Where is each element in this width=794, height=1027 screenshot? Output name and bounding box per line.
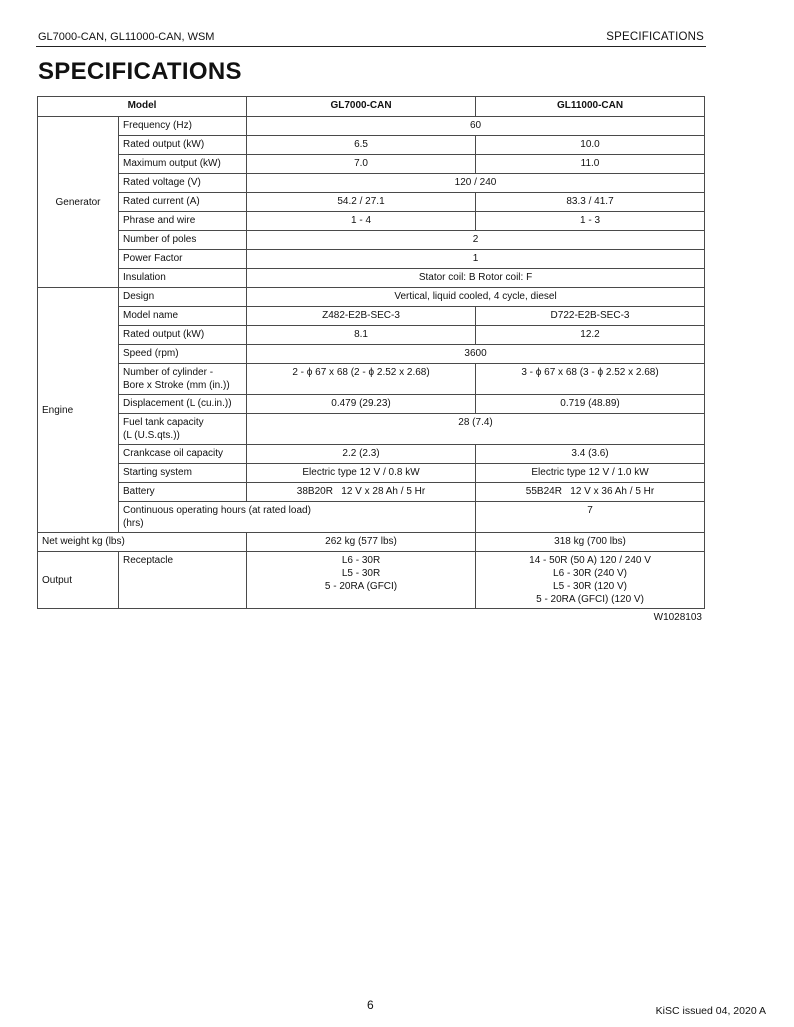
table-row [38, 445, 705, 464]
category-engine: Engine [38, 288, 119, 533]
table-row [38, 414, 705, 445]
spec-label: Power Factor [119, 250, 247, 269]
spec-label-line: Continuous operating hours (at rated load) [123, 505, 311, 516]
issue-info: KiSC issued 04, 2020 A [655, 1005, 766, 1017]
receptacle-line: L6 - 30R (240 V) [553, 568, 627, 579]
table-row [38, 395, 705, 414]
spec-label: Rated output (kW) [119, 326, 247, 345]
spec-value: 7.0 [247, 155, 476, 174]
spec-label: Design [119, 288, 247, 307]
receptacle-line: 14 - 50R (50 A) 120 / 240 V [529, 555, 651, 566]
spec-value: 11.0 [476, 155, 705, 174]
spec-value: 28 (7.4) [247, 414, 705, 445]
spec-value: Electric type 12 V / 0.8 kW [247, 464, 476, 483]
spec-value: 2 - ϕ 67 x 68 (2 - ϕ 2.52 x 2.68) [247, 364, 476, 395]
spec-label-line: Bore x Stroke (mm (in.)) [123, 380, 230, 391]
spec-label: Frequency (Hz) [119, 117, 247, 136]
spec-label: Rated output (kW) [119, 136, 247, 155]
spec-label: Starting system [119, 464, 247, 483]
spec-value: 60 [247, 117, 705, 136]
spec-value: 38B20R 12 V x 28 Ah / 5 Hr [247, 483, 476, 502]
spec-label: Number of poles [119, 231, 247, 250]
spec-value: 0.719 (48.89) [476, 395, 705, 414]
specifications-table [37, 96, 705, 609]
spec-label: Maximum output (kW) [119, 155, 247, 174]
document-id: W1028103 [653, 612, 702, 623]
table-row [38, 345, 705, 364]
header-section-title: SPECIFICATIONS [606, 31, 704, 43]
table-row [38, 552, 705, 609]
spec-value: 1 - 4 [247, 212, 476, 231]
table-row [38, 364, 705, 395]
table-row [38, 212, 705, 231]
spec-value: 120 / 240 [247, 174, 705, 193]
header-gl11000: GL11000-CAN [476, 97, 705, 117]
spec-label-line: (hrs) [123, 518, 144, 529]
spec-value: Electric type 12 V / 1.0 kW [476, 464, 705, 483]
page-number: 6 [367, 998, 374, 1012]
table-row [38, 307, 705, 326]
table-header-row [38, 97, 705, 117]
table-row [38, 155, 705, 174]
spec-value: Z482-E2B-SEC-3 [247, 307, 476, 326]
spec-value: 1 [247, 250, 705, 269]
spec-value: 7 [476, 502, 705, 533]
spec-value [476, 552, 705, 609]
spec-label-line: (L (U.S.qts.)) [123, 430, 180, 441]
table-row [38, 483, 705, 502]
spec-value: 3 - ϕ 67 x 68 (3 - ϕ 2.52 x 2.68) [476, 364, 705, 395]
header-doc-title: GL7000-CAN, GL11000-CAN, WSM [38, 31, 215, 43]
table-row [38, 117, 705, 136]
spec-value: 318 kg (700 lbs) [476, 533, 705, 552]
spec-label [119, 502, 476, 533]
spec-value: 0.479 (29.23) [247, 395, 476, 414]
table-row [38, 269, 705, 288]
receptacle-line: L6 - 30R [341, 555, 381, 566]
table-row [38, 326, 705, 345]
spec-value: 2 [247, 231, 705, 250]
receptacle-line: L5 - 30R [341, 568, 381, 579]
spec-value [247, 552, 476, 609]
spec-value: 54.2 / 27.1 [247, 193, 476, 212]
spec-label: Net weight kg (lbs) [38, 533, 247, 552]
category-output: Output [38, 552, 119, 609]
spec-value: 55B24R 12 V x 36 Ah / 5 Hr [476, 483, 705, 502]
spec-value: 2.2 (2.3) [247, 445, 476, 464]
receptacle-line: 5 - 20RA (GFCI) (120 V) [536, 594, 644, 605]
page-title: SPECIFICATIONS [38, 58, 242, 85]
spec-label [119, 364, 247, 395]
spec-value: Stator coil: B Rotor coil: F [247, 269, 705, 288]
table-row [38, 288, 705, 307]
category-generator: Generator [38, 117, 119, 288]
spec-value: 3600 [247, 345, 705, 364]
spec-value: 1 - 3 [476, 212, 705, 231]
spec-value: 262 kg (577 lbs) [247, 533, 476, 552]
spec-label: Speed (rpm) [119, 345, 247, 364]
spec-label: Receptacle [119, 552, 247, 609]
receptacle-line: 5 - 20RA (GFCI) [324, 581, 398, 592]
spec-label: Crankcase oil capacity [119, 445, 247, 464]
table-row [38, 136, 705, 155]
table-row [38, 464, 705, 483]
spec-label-line: Fuel tank capacity [123, 417, 204, 428]
table-row [38, 250, 705, 269]
table-row [38, 533, 705, 552]
spec-value: 8.1 [247, 326, 476, 345]
spec-value: Vertical, liquid cooled, 4 cycle, diesel [247, 288, 705, 307]
table-row [38, 231, 705, 250]
receptacle-line: L5 - 30R (120 V) [553, 581, 627, 592]
header-model: Model [38, 97, 247, 117]
spec-label: Model name [119, 307, 247, 326]
spec-label: Insulation [119, 269, 247, 288]
spec-label: Displacement (L (cu.in.)) [119, 395, 247, 414]
spec-label: Phrase and wire [119, 212, 247, 231]
header-gl7000: GL7000-CAN [247, 97, 476, 117]
header-rule [36, 46, 706, 47]
spec-value: 3.4 (3.6) [476, 445, 705, 464]
spec-value: D722-E2B-SEC-3 [476, 307, 705, 326]
spec-label: Rated current (A) [119, 193, 247, 212]
spec-label: Rated voltage (V) [119, 174, 247, 193]
table-row [38, 502, 705, 533]
spec-value: 10.0 [476, 136, 705, 155]
table-row [38, 193, 705, 212]
spec-label [119, 414, 247, 445]
spec-value: 12.2 [476, 326, 705, 345]
spec-label: Battery [119, 483, 247, 502]
spec-label-line: Number of cylinder - [123, 367, 214, 378]
table-row [38, 174, 705, 193]
spec-value: 6.5 [247, 136, 476, 155]
spec-value: 83.3 / 41.7 [476, 193, 705, 212]
